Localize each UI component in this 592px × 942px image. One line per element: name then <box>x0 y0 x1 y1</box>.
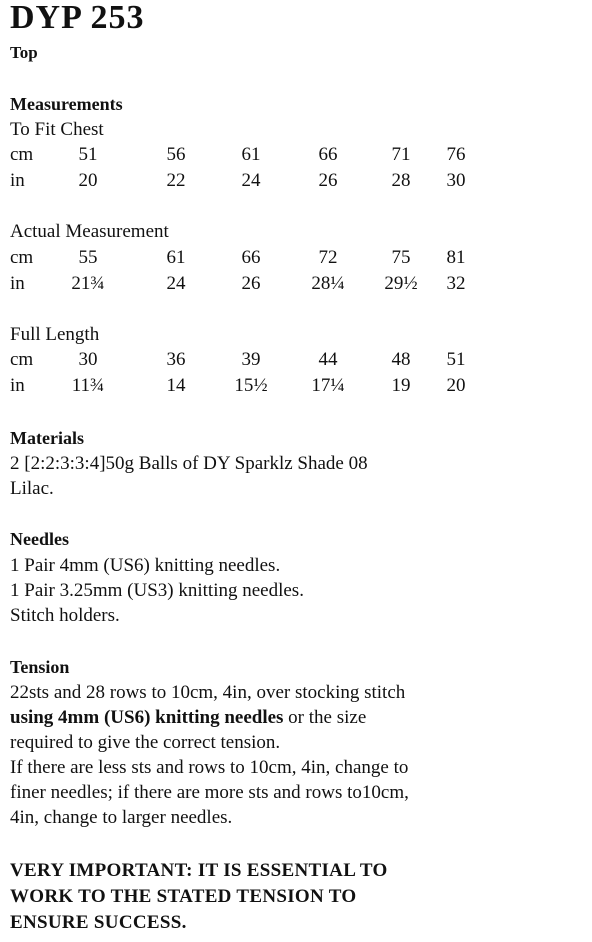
important-line: ENSURE SUCCESS. <box>10 912 187 933</box>
materials-text <box>10 451 585 501</box>
materials-line: Lilac. <box>10 478 54 499</box>
size-value: 21¾ <box>71 273 105 294</box>
needles-line: Stitch holders. <box>10 605 120 626</box>
size-value: 29½ <box>384 273 418 294</box>
tension-needle-emphasis: using 4mm (US6) knitting needles <box>10 707 284 728</box>
materials-heading: Materials <box>10 428 84 448</box>
pattern-code-title: DYP 253 <box>10 0 145 36</box>
full-length-label: Full Length <box>10 324 100 345</box>
tension-line: finer needles; if there are more sts and rows to10cm, <box>10 782 409 803</box>
size-value: 39 <box>241 349 261 370</box>
tension-text <box>10 680 585 830</box>
size-value: 26 <box>318 170 338 191</box>
size-value: 15½ <box>234 375 268 396</box>
unit-label: cm <box>10 144 34 165</box>
size-value: 24 <box>166 273 186 294</box>
size-value: 51 <box>446 349 466 370</box>
size-value: 26 <box>241 273 261 294</box>
unit-label: in <box>10 170 25 191</box>
size-value: 28¼ <box>311 273 345 294</box>
size-value: 20 <box>78 170 98 191</box>
needles-heading: Needles <box>10 529 69 549</box>
tension-line: 22sts and 28 rows to 10cm, 4in, over stocking stitch <box>10 682 406 703</box>
size-value: 30 <box>78 349 98 370</box>
size-value: 28 <box>391 170 411 191</box>
unit-label: in <box>10 375 25 396</box>
size-value: 66 <box>241 247 261 268</box>
size-value: 20 <box>446 375 466 396</box>
size-value: 81 <box>446 247 466 268</box>
size-value: 71 <box>391 144 411 165</box>
size-value: 75 <box>391 247 411 268</box>
important-line: VERY IMPORTANT: IT IS ESSENTIAL TO <box>10 860 388 881</box>
size-value: 48 <box>391 349 411 370</box>
tension-heading: Tension <box>10 657 70 677</box>
needles-line: 1 Pair 4mm (US6) knitting needles. <box>10 555 281 576</box>
to-fit-chest-in-row <box>10 169 480 193</box>
unit-label: cm <box>10 349 34 370</box>
actual-measurement-label: Actual Measurement <box>10 221 169 242</box>
size-value: 55 <box>78 247 98 268</box>
important-line: WORK TO THE STATED TENSION TO <box>10 886 357 907</box>
size-value: 11¾ <box>71 375 105 396</box>
actual-measurement-in-row <box>10 272 480 296</box>
tension-line: required to give the correct tension. <box>10 732 281 753</box>
size-value: 22 <box>166 170 186 191</box>
important-notice <box>10 858 585 936</box>
materials-line: 2 [2:2:3:3:4]50g Balls of DY Sparklz Shade 08 <box>10 453 368 474</box>
size-value: 72 <box>318 247 338 268</box>
needles-text <box>10 553 585 628</box>
full-length-cm-row <box>10 348 480 372</box>
size-value: 51 <box>78 144 98 165</box>
size-value: 61 <box>166 247 186 268</box>
tension-line: 4in, change to larger needles. <box>10 807 233 828</box>
size-value: 76 <box>446 144 466 165</box>
size-value: 36 <box>166 349 186 370</box>
size-value: 19 <box>391 375 411 396</box>
needles-line: 1 Pair 3.25mm (US3) knitting needles. <box>10 580 304 601</box>
tension-line-rest: or the size <box>283 707 367 728</box>
size-value: 32 <box>446 273 466 294</box>
size-value: 30 <box>446 170 466 191</box>
tension-line: If there are less sts and rows to 10cm, 4in, change to <box>10 757 409 778</box>
size-value: 66 <box>318 144 338 165</box>
tension-line <box>10 705 585 730</box>
size-value: 61 <box>241 144 261 165</box>
measurements-heading: Measurements <box>10 94 123 114</box>
actual-measurement-cm-row <box>10 246 480 270</box>
full-length-in-row <box>10 374 480 398</box>
to-fit-chest-label: To Fit Chest <box>10 119 104 140</box>
size-value: 14 <box>166 375 186 396</box>
size-value: 24 <box>241 170 261 191</box>
size-value: 17¼ <box>311 375 345 396</box>
to-fit-chest-cm-row <box>10 143 480 167</box>
garment-type: Top <box>10 43 38 62</box>
size-value: 56 <box>166 144 186 165</box>
unit-label: cm <box>10 247 34 268</box>
unit-label: in <box>10 273 25 294</box>
size-value: 44 <box>318 349 338 370</box>
